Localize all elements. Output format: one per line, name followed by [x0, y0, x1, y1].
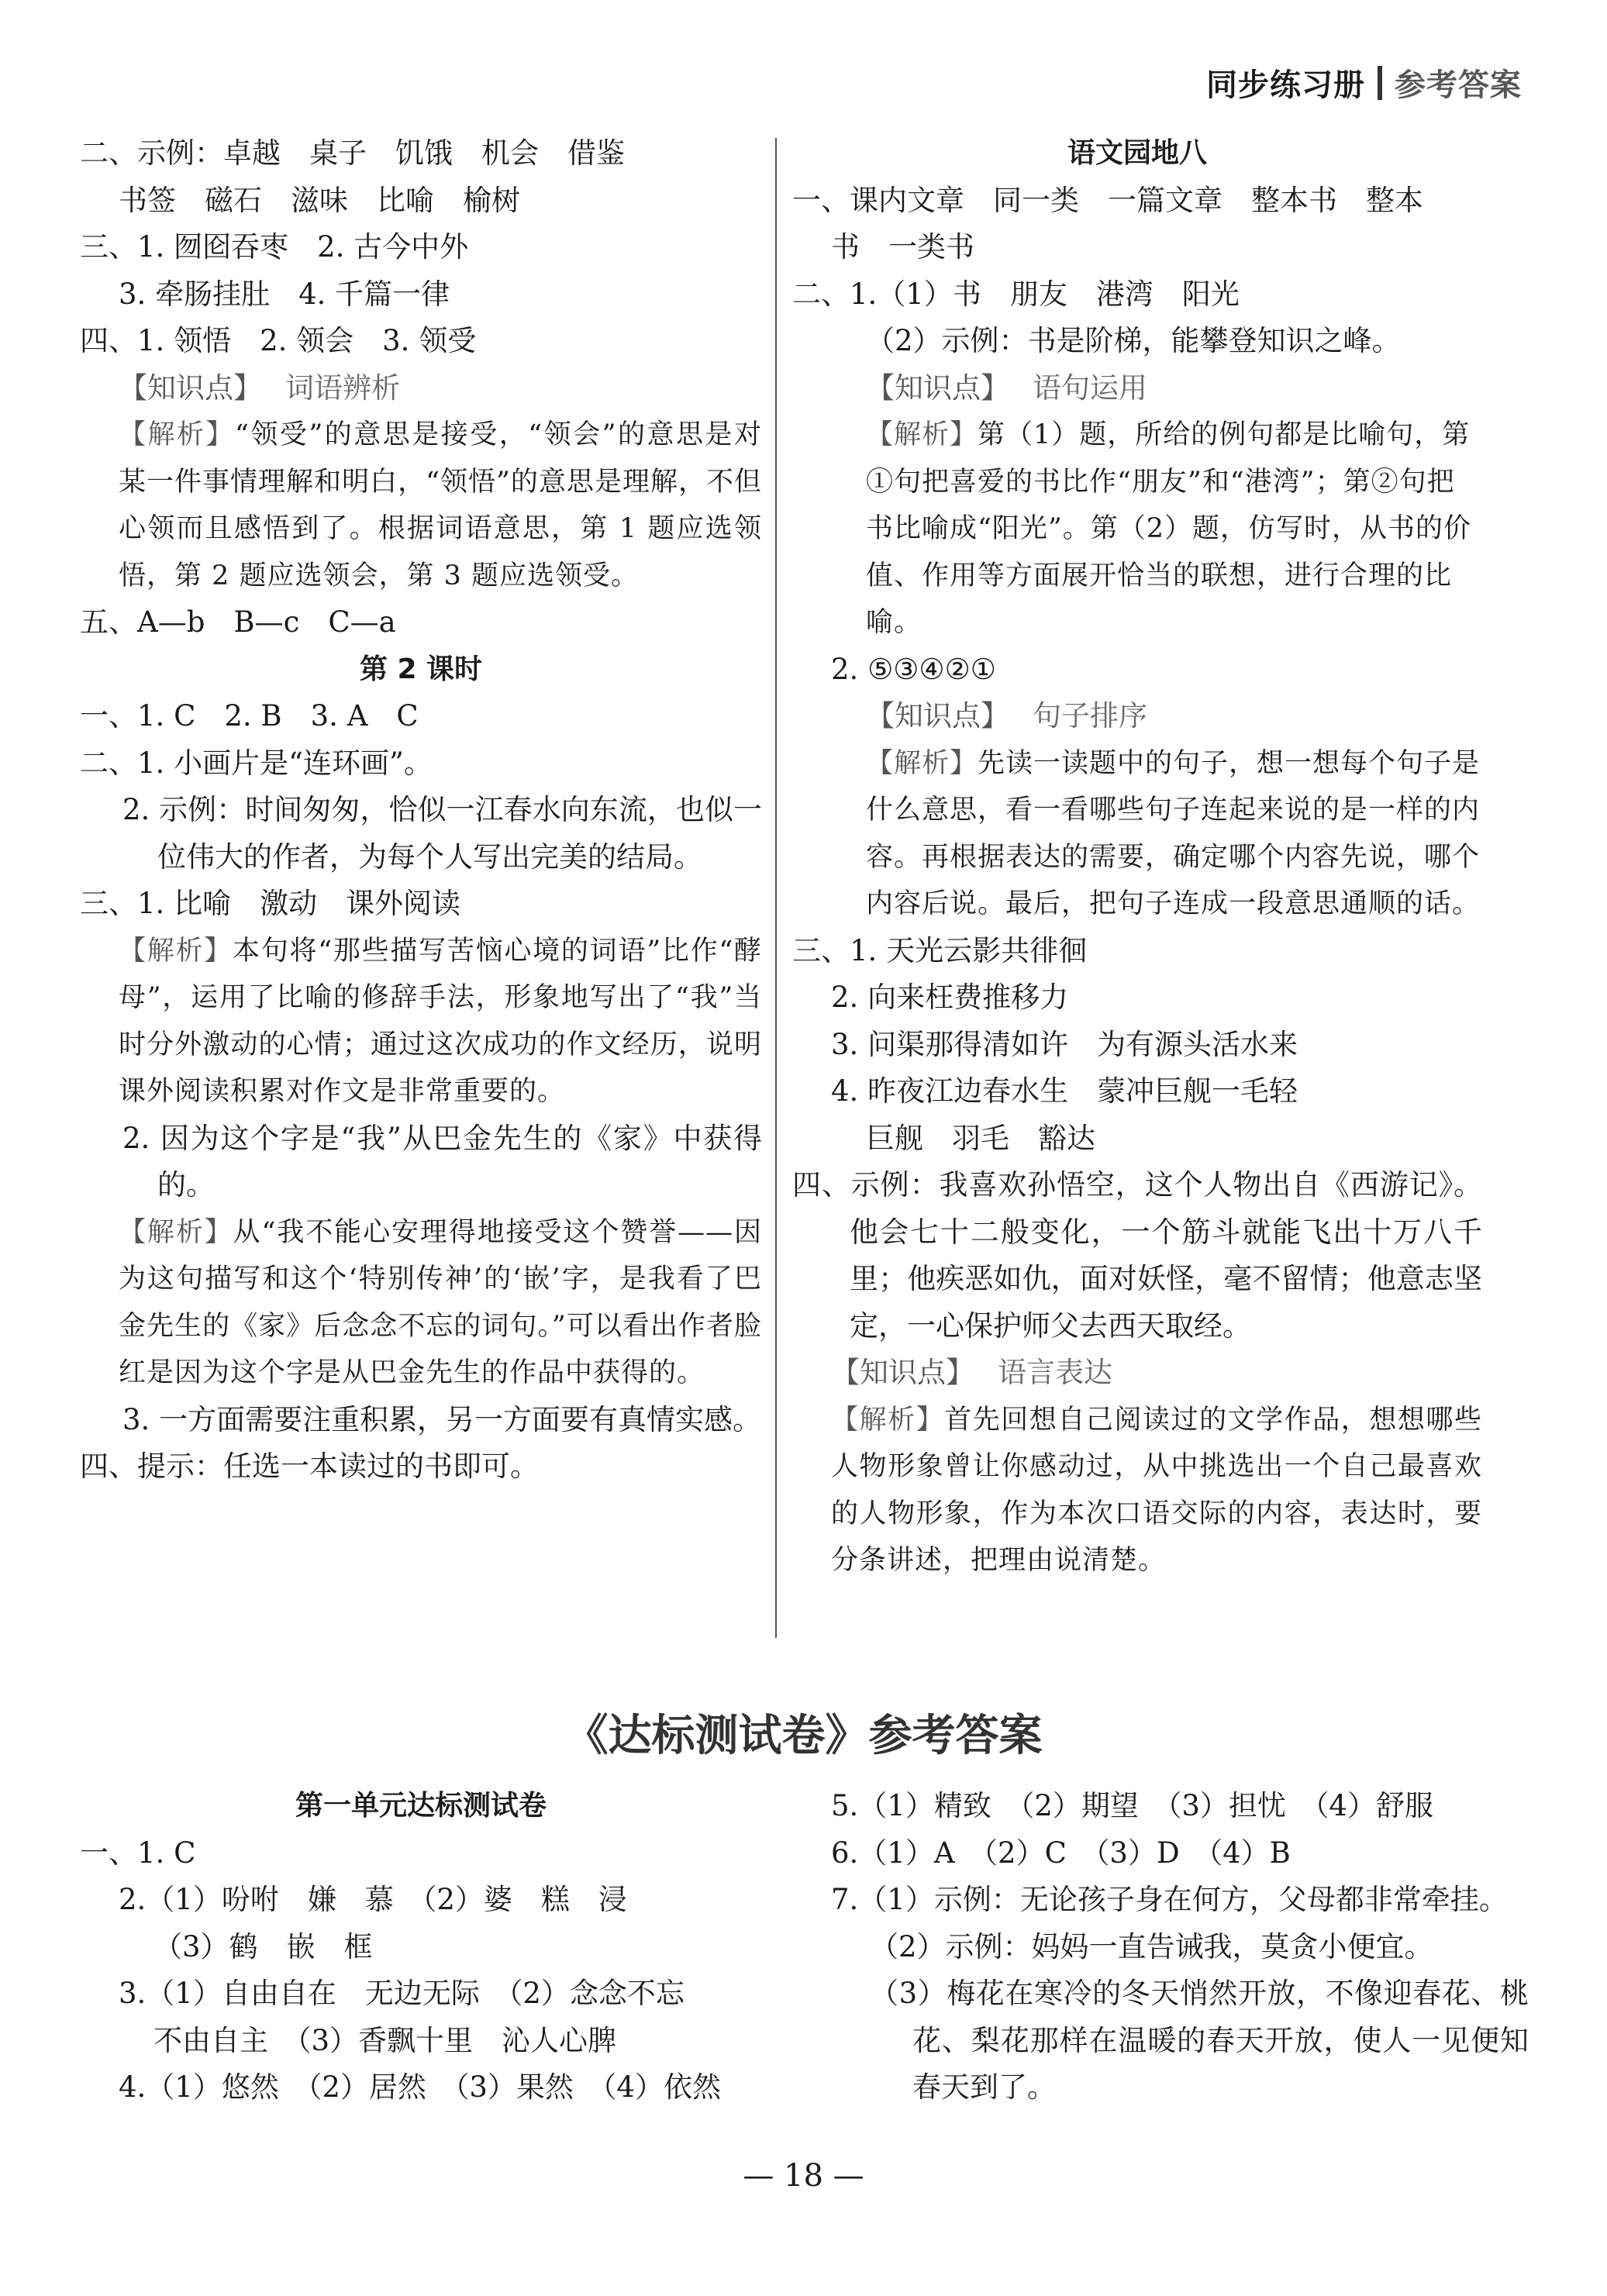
running-header — [1206, 60, 1522, 105]
analysis-text: “领受”的意思是接受，“领会”的意思是对某一件事情理解和明白，“领悟”的意思是理解，不但心领而且感悟到了。根据词语意思，第 1 题应选领悟，第 2 题应选领会，第 3 题应选领受。 — [119, 419, 762, 591]
header-section-title: 参考答案 — [1395, 67, 1522, 103]
analysis-tag: 【解析】 — [866, 747, 978, 779]
knowledge-point — [792, 1350, 1482, 1397]
answer-line: 5.（1）精致 （2）期望 （3）担忧 （4）舒服 — [831, 1789, 1433, 1822]
header-book-title: 同步练习册 — [1206, 67, 1365, 103]
answer-line: 二、1.（1）书 朋友 港湾 阳光 — [792, 277, 1240, 311]
answer-line: 3. 一方面需要注重积累，另一方面要有真情实感。 — [122, 1402, 762, 1436]
knowledge-point — [792, 365, 1482, 412]
answer-line: 二、1. 小画片是“连环画”。 — [80, 746, 433, 780]
answer-line: 2. 向来枉费推移力 — [831, 981, 1069, 1014]
analysis-paragraph — [792, 740, 1482, 928]
analysis-paragraph — [80, 1209, 762, 1397]
answer-line: （2）示例：妈妈一直告诫我，莫贪小便宜。 — [870, 1929, 1433, 1963]
analysis-tag: 【解析】 — [831, 1404, 945, 1436]
answer-line: 四、提示：任选一本读过的书即可。 — [80, 1450, 539, 1483]
knowledge-point-value: 句子排序 — [1033, 699, 1147, 733]
knowledge-point-tag: 【知识点】 — [119, 371, 262, 405]
analysis-text: 从“我不能心安理得地接受这个赞誉——因为这句描写和这个‘特别传神’的‘嵌’字，是我看了巴金先生的《家》后念念不忘的词句。”可以看出作者脸红是因为这个字是从巴金先生的作品中获得的。 — [119, 1216, 762, 1388]
analysis-text: 先读一读题中的句子，想一想每个句子是什么意思，看一看哪些句子连起来说的是一样的内容。再根据表达的需要，确定哪个内容先说，哪个内容后说。最后，把句子连成一段意思通顺的话。 — [866, 747, 1481, 919]
knowledge-point-tag: 【知识点】 — [866, 699, 1009, 733]
subsection-heading: 语文园地八 — [1067, 137, 1207, 169]
answer-line: 2. ⑤③④②① — [831, 652, 996, 686]
answer-line: 7.（1）示例：无论孩子身在何方，父母都非常牵挂。 — [831, 1883, 1508, 1916]
analysis-text: 第（1）题，所给的例句都是比喻句，第①句把喜爱的书比作“朋友”和“港湾”；第②句把书比喻成“阳光”。第（2）题，仿写时，从书的价值、作用等方面展开恰当的联想，进行合理的比喻。 — [866, 419, 1472, 638]
analysis-tag: 【解析】 — [866, 419, 978, 450]
answer-line: 4. 昨夜江边春水生 蒙冲巨舰一毛轻 — [831, 1074, 1298, 1108]
knowledge-point — [792, 693, 1482, 740]
answer-line: （3）鹤 嵌 框 — [153, 1929, 373, 1963]
analysis-tag: 【解析】 — [119, 1216, 233, 1248]
answer-line: 三、1. 比喻 激动 课外阅读 — [80, 887, 461, 920]
knowledge-point-tag: 【知识点】 — [866, 371, 1009, 405]
answer-line: 2. 因为这个字是“我”从巴金先生的《家》中获得的。 — [122, 1121, 762, 1201]
analysis-text: 首先回想自己阅读过的文学作品，想想哪些人物形象曾让你感动过，从中挑选出一个自己最喜欢的人物形象，作为本次口语交际的内容，表达时，要分条讲述，把理由说清楚。 — [831, 1404, 1482, 1576]
answer-line: （3）梅花在寒冷的冬天悄然开放，不像迎春花、桃花、梨花那样在温暖的春天开放，使人一见便知春天到了。 — [870, 1977, 1529, 2104]
test-answer-column-right — [831, 1783, 1529, 2112]
column-divider — [775, 138, 777, 1638]
answer-line: 三、1. 囫囵吞枣 2. 古今中外 — [80, 230, 469, 264]
answer-column-right — [792, 130, 1482, 1584]
knowledge-point-value: 语言表达 — [998, 1356, 1112, 1389]
answer-line: 6.（1）A （2）C （3）D （4）B — [831, 1836, 1291, 1870]
answer-line: 四、示例：我喜欢孙悟空，这个人物出自《西游记》。他会七十二般变化，一个筋斗就能飞出十万八千里；他疾恶如仇，面对妖怪，毫不留情；他意志坚定，一心保护师父去西天取经。 — [792, 1168, 1482, 1343]
answer-line: 巨舰 羽毛 豁达 — [866, 1121, 1095, 1155]
subsection-heading: 第一单元达标测试卷 — [295, 1790, 547, 1822]
page-number: — 18 — — [743, 2158, 864, 2194]
answer-column-left — [80, 130, 762, 1491]
analysis-paragraph — [80, 928, 762, 1115]
knowledge-point-value: 词语辨析 — [285, 371, 400, 405]
answer-line: 五、A—b B—c C—a — [80, 605, 396, 639]
header-separator — [1378, 66, 1382, 100]
analysis-tag: 【解析】 — [119, 935, 233, 967]
answer-line: 四、1. 领悟 2. 领会 3. 领受 — [80, 324, 477, 357]
analysis-paragraph — [80, 412, 762, 599]
analysis-paragraph — [792, 412, 1482, 646]
answer-line: 书签 磁石 滋味 比喻 榆树 — [119, 183, 520, 217]
section-title: 《达标测试卷》参考答案 — [564, 1711, 1043, 1761]
answer-line: （2）示例：书是阶梯，能攀登知识之峰。 — [866, 324, 1401, 357]
answer-line: 三、1. 天光云影共徘徊 — [792, 933, 1088, 967]
answer-line: 二、示例：卓越 桌子 饥饿 机会 借鉴 — [80, 136, 625, 170]
analysis-paragraph — [792, 1397, 1482, 1584]
answer-line: 2.（1）吩咐 嫌 慕 （2）婆 糕 浸 — [119, 1883, 627, 1916]
analysis-text: 本句将“那些描写苦恼心境的词语”比作“酵母”，运用了比喻的修辞手法，形象地写出了“我”当时分外激动的心情；通过这次成功的作文经历，说明课外阅读积累对作文是非常重要的。 — [119, 935, 762, 1107]
answer-line: 不由自主 （3）香飘十里 沁人心脾 — [153, 2023, 617, 2057]
test-answer-column-left — [80, 1783, 762, 2112]
answer-line: 一、课内文章 同一类 一篇文章 整本书 整本 — [792, 183, 1423, 217]
subsection-heading: 第 2 课时 — [359, 653, 483, 685]
knowledge-point — [80, 365, 762, 412]
answer-line: 3. 问渠那得清如许 为有源头活水来 — [831, 1027, 1298, 1061]
answer-line: 一、1. C — [80, 1836, 196, 1870]
answer-line: 4.（1）悠然 （2）居然 （3）果然 （4）依然 — [119, 2070, 721, 2104]
answer-line: 书 一类书 — [831, 230, 974, 264]
answer-line: 3. 牵肠挂肚 4. 千篇一律 — [119, 277, 450, 311]
knowledge-point-value: 语句运用 — [1033, 371, 1147, 405]
analysis-tag: 【解析】 — [119, 419, 235, 450]
answer-line: 3.（1）自由自在 无边无际 （2）念念不忘 — [119, 1977, 685, 2010]
knowledge-point-tag: 【知识点】 — [831, 1356, 974, 1389]
answer-line: 一、1. C 2. B 3. A C — [80, 699, 419, 733]
answer-line: 2. 示例：时间匆匆，恰似一江春水向东流，也似一位伟大的作者，为每个人写出完美的结局。 — [122, 793, 762, 874]
